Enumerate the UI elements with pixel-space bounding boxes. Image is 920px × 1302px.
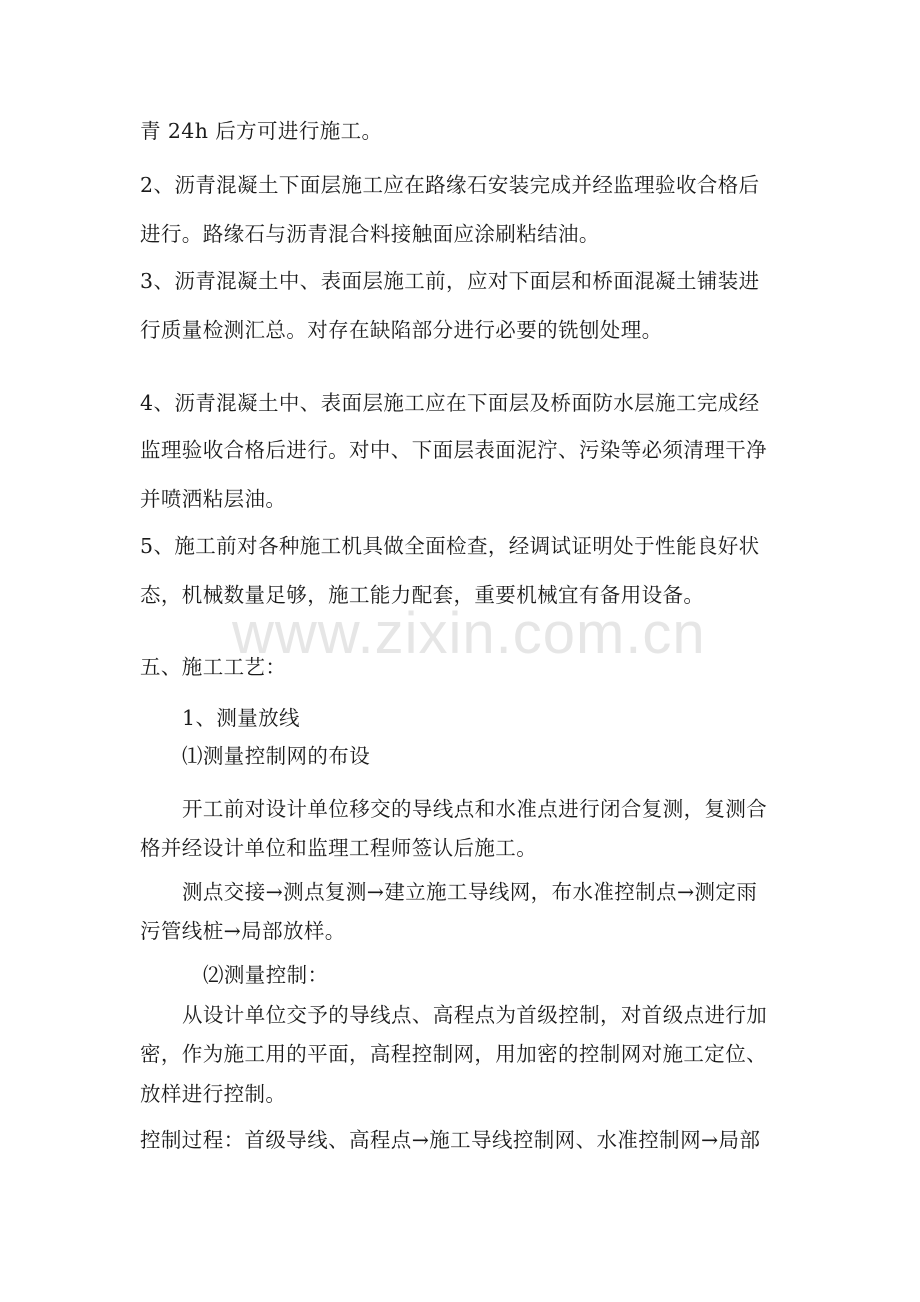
text-line: 监理验收合格后进行。对中、下面层表面泥泞、污染等必须清理干净: [140, 438, 767, 462]
text-line: 行质量检测汇总。对存在缺陷部分进行必要的铣刨处理。: [140, 318, 663, 342]
subsection-heading: ⑵测量控制：: [203, 963, 329, 987]
text-line: 格并经设计单位和监理工程师签认后施工。: [140, 836, 538, 860]
watermark: www.zixin.com.cn: [232, 601, 706, 666]
text-line: 4、沥青混凝土中、表面层施工应在下面层及桥面防水层施工完成经: [140, 391, 760, 415]
text-line: 控制过程：首级导线、高程点→施工导线控制网、水准控制网→局部: [140, 1128, 761, 1152]
text-line: 态，机械数量足够，施工能力配套，重要机械宜有备用设备。: [140, 583, 705, 607]
text-line: 污管线桩→局部放样。: [140, 919, 346, 943]
text-line: 开工前对设计单位移交的导线点和水准点进行闭合复测，复测合: [182, 797, 768, 821]
text-line: 密，作为施工用的平面，高程控制网，用加密的控制网对施工定位、: [140, 1042, 767, 1066]
text-line: 放样进行控制。: [140, 1082, 287, 1106]
text-line: 5、施工前对各种施工机具做全面检查，经调试证明处于性能良好状: [140, 534, 760, 558]
subsection-heading: ⑴测量控制网的布设: [182, 744, 371, 768]
subsection-heading: 1、测量放线: [182, 706, 300, 730]
text-line: 2、沥青混凝土下面层施工应在路缘石安装完成并经监理验收合格后: [140, 173, 760, 197]
text-line: 青 24h 后方可进行施工。: [140, 119, 383, 143]
text-line: 从设计单位交予的导线点、高程点为首级控制，对首级点进行加: [182, 1003, 768, 1027]
text-line: 并喷洒粘层油。: [140, 487, 287, 511]
text-line: 进行。路缘石与沥青混合料接触面应涂刷粘结油。: [140, 222, 600, 246]
section-heading: 五、施工工艺：: [140, 655, 287, 679]
text-line: 3、沥青混凝土中、表面层施工前，应对下面层和桥面混凝土铺装进: [140, 269, 760, 293]
text-line: 测点交接→测点复测→建立施工导线网，布水准控制点→测定雨: [182, 880, 758, 904]
